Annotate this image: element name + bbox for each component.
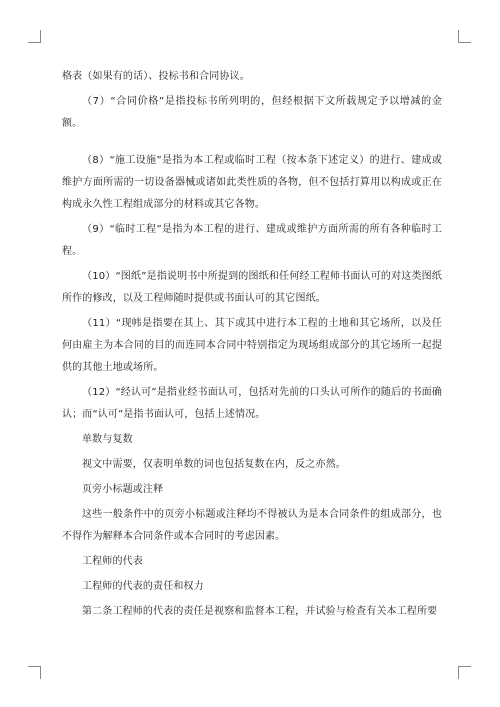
clause-10-drawings: （10）“图纸”是指说明书中所提到的图纸和任何经工程师书面认可的对这类图纸所作的修改，以及工程师随时提供或书面认可的其它图纸。 (62, 271, 442, 304)
crop-mark-bottom-right (458, 666, 471, 679)
clause-7-contract-price: （7）“合同价格”是指投标书所列明的，但经根据下文所载规定予以增减的金额。 (62, 96, 442, 129)
crop-mark-top-right (458, 30, 471, 43)
clause-11-site: （11）“现帏是指要在其上、其下或其中进行本工程的土地和其它场所，以及任何由雇主为本合同的目的而连同本合同中特别指定为现场组成部分的其它场所一起提供的其他土地或场所。 (62, 318, 442, 373)
heading-marginal-notes: 页旁小标题或注释 (82, 484, 164, 495)
heading-singular-plural: 单数与复数 (82, 434, 133, 445)
paragraph-continuation: 格表（如果有的话）、投标书和合同协议。 (62, 71, 250, 82)
clause-8-construction-facilities: （8）“施工设施”是指为本工程或临时工程（按本条下述定义）的进行、建成或维护方面所需的一切设备器械或诸如此类性质的各物，但不包括打算用以构成或正在构成永久性工程组成部分的材料或其它各物。 (62, 155, 442, 210)
crop-mark-bottom-left (28, 666, 41, 679)
crop-mark-top-left (28, 30, 41, 43)
clause-9-temporary-works: （9）“临时工程”是指为本工程的进行、建成或维护方面所需的所有各种临时工程。 (62, 224, 442, 257)
clause-12-approved: （12）“经认可”是指业经书面认可，包括对先前的口头认可所作的随后的书面确认；而“认可”是指书面认可，包括上述情况。 (62, 387, 442, 420)
blank-gap (62, 138, 442, 150)
singular-plural-text: 视文中需要，仅表明单数的词也包括复数在内，反之亦然。 (82, 459, 346, 470)
marginal-notes-text: 这些一般条件中的页旁小标题或注释均不得被认为是本合同条件的组成部分，也不得作为解释本合同条件或本合同时的考虑因素。 (62, 509, 442, 542)
heading-engineers-representative: 工程师的代表 (82, 556, 143, 567)
heading-representative-duties: 工程师的代表的责任和权力 (82, 581, 204, 592)
article-2-text: 第二条工程师的代表的责任是视察和监督本工程，并试验与检查有关本工程所要 (82, 606, 438, 617)
document-body (62, 66, 442, 626)
